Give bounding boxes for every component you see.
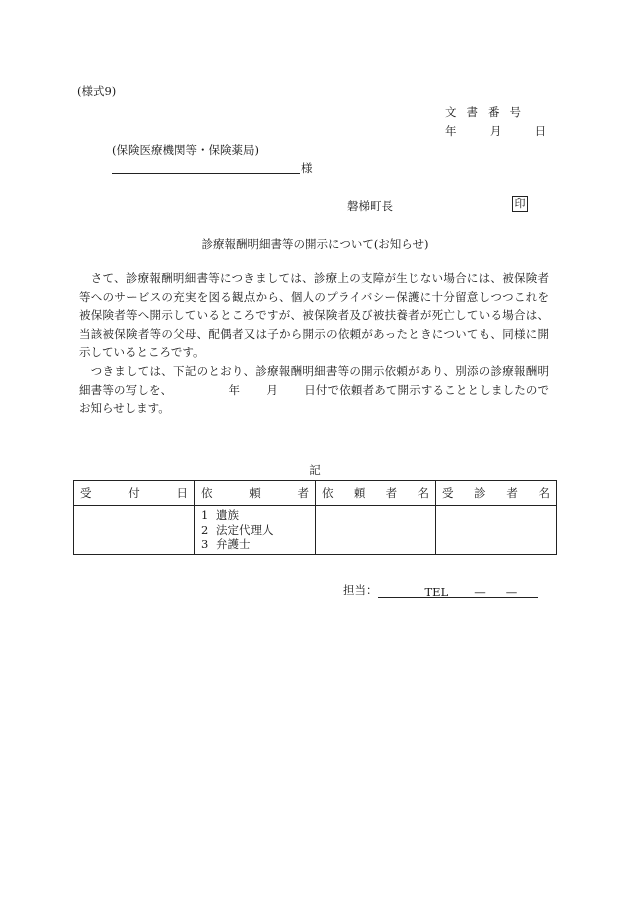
cell-patient-name [436, 506, 557, 555]
cell-requester-options [195, 506, 316, 555]
body-paragraph-1: さて、診療報酬明細書等につきましては、診療上の支障が生じない場合には、被保険者等へのサービスの充実を図る観点から、個人のプライバシー保護に十分留意しつつこれを被保険者等へ開示しているところですが、被保険者及び被扶養者が死亡している場合は、当該被保険者等の父母、配偶者又は子から開示の依頼があったときについても、同様に開示しているところです。 [79, 271, 550, 360]
table-header-row [74, 481, 557, 506]
header-patient-name: 受 診 者 名 [436, 481, 557, 506]
recipient-honorific: 様 [301, 161, 313, 175]
ki-heading: 記 [309, 463, 321, 477]
header-requester-name: 依 頼 者 名 [316, 481, 436, 506]
request-table [73, 480, 557, 555]
document-number-label: 文書番号 [445, 105, 531, 119]
contact-field: TEL — — [378, 585, 538, 598]
header-receipt-date: 受 付 日 [74, 481, 195, 506]
cell-receipt-date [74, 506, 195, 555]
body-text [79, 269, 549, 418]
addressee-blank [112, 172, 300, 174]
form-number: (様式9) [77, 84, 117, 98]
document-title: 診療報酬明細書等の開示について(お知らせ) [201, 237, 429, 251]
date-month: 月 [489, 124, 502, 138]
sender-name: 磐梯町長 [347, 199, 393, 213]
requester-option: 2 法定代理人 [201, 522, 274, 537]
blank-month: 月 [266, 382, 279, 397]
cell-requester-name [316, 506, 436, 555]
recipient-type: (保険医療機関等・保険薬局) [112, 143, 259, 157]
header-requester: 依 頼 者 [195, 481, 316, 506]
table-row [74, 506, 557, 555]
requester-option: 1 遺族 [201, 508, 239, 522]
contact-label: 担当： [343, 583, 378, 597]
date-year: 年 [445, 124, 457, 138]
body-paragraph-2: つきましては、下記のとおり、診療報酬明細書等の開示依頼があり、別添の診療報酬明細書等の写しを、 年 月 日付で依頼者あて開示することとしましたのでお知らせします。 [79, 363, 550, 416]
requester-option: 3 弁護士 [201, 537, 251, 551]
date-day: 日 [534, 124, 547, 138]
seal-mark: 印 [512, 196, 528, 212]
date-line [445, 123, 546, 139]
blank-year: 年 [228, 382, 241, 397]
contact-line [343, 582, 538, 598]
